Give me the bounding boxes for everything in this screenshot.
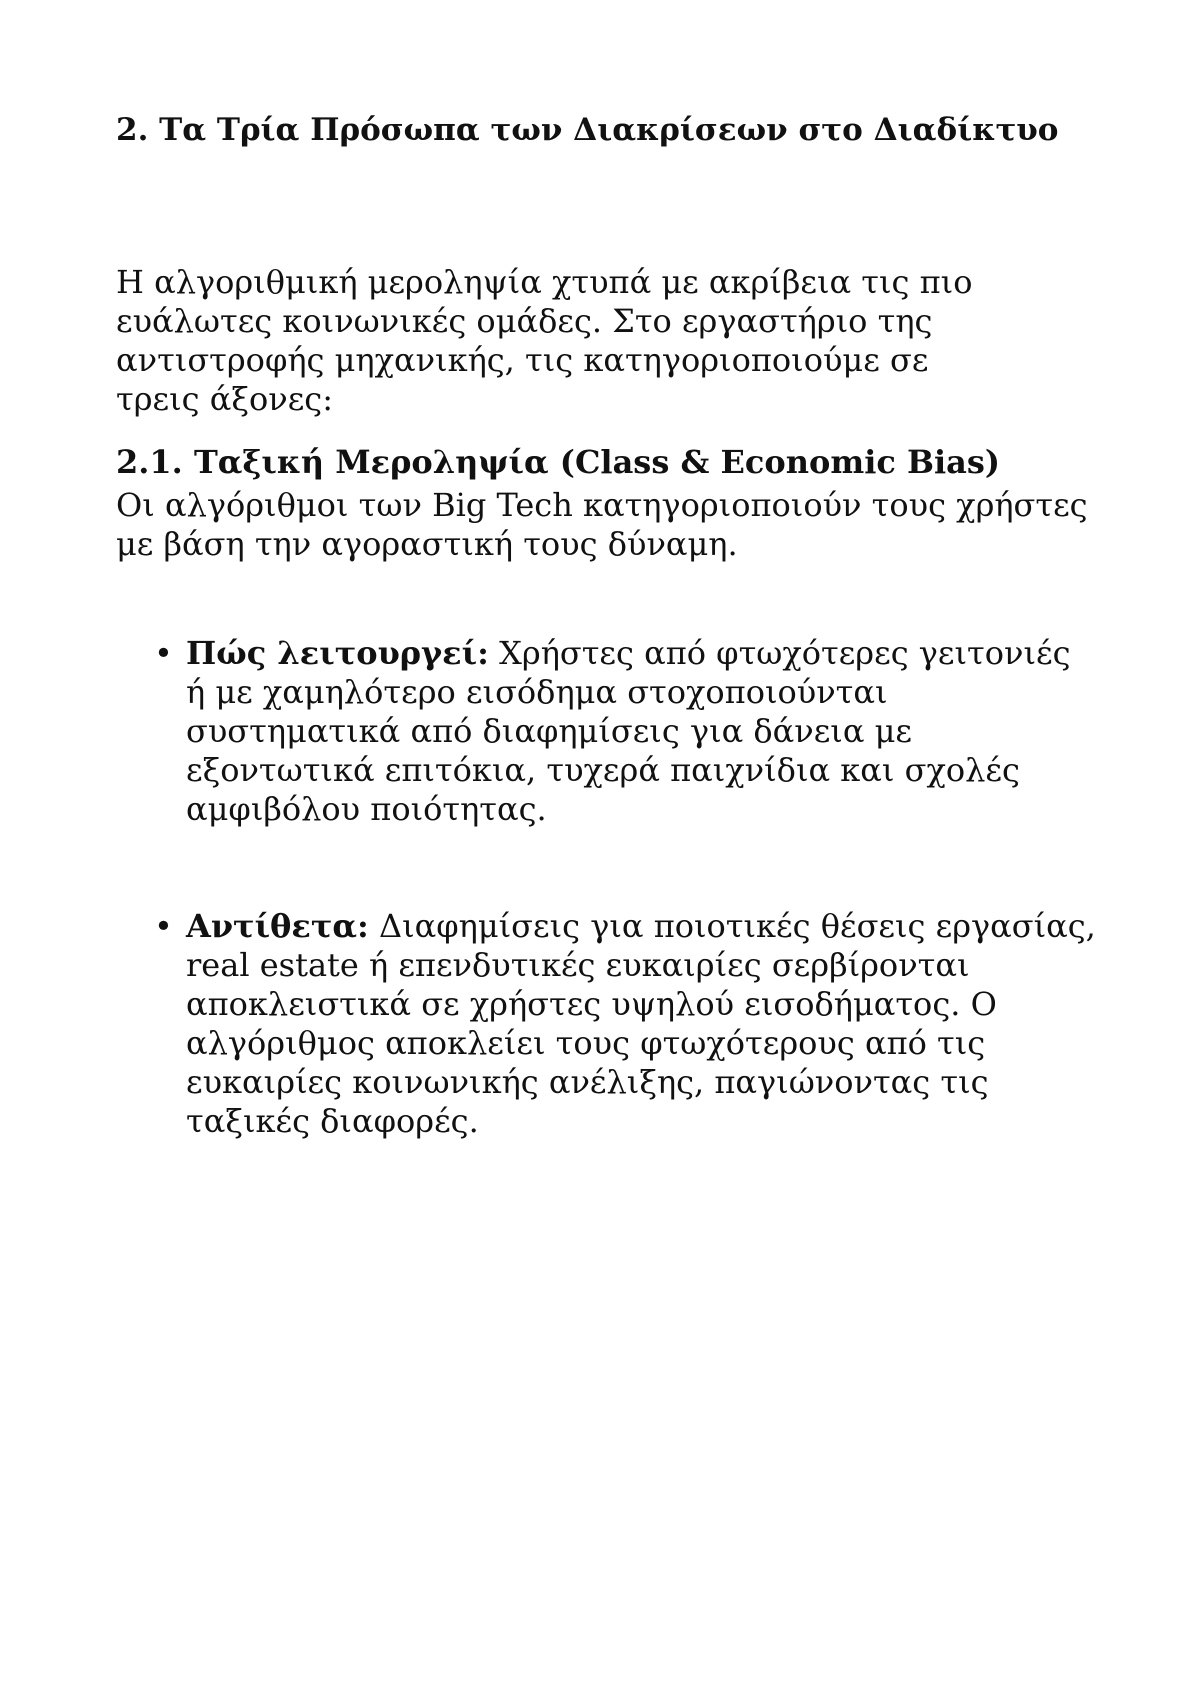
list-item — [116, 907, 1096, 1141]
bullet-term: Πώς λειτουργεί: — [186, 634, 489, 672]
bullet-term: Αντίθετα: — [186, 907, 369, 945]
section-title: 2. Τα Τρία Πρόσωπα των Διακρίσεων στο Διαδίκτυο — [116, 112, 1059, 148]
subsection-title: 2.1. Ταξική Μεροληψία (Class & Economic Bias) — [116, 443, 1001, 481]
bullet-icon: • — [154, 634, 173, 672]
bullet-text: Διαφημίσεις για ποιοτικές θέσεις εργασίας, real estate ή επενδυτικές ευκαιρίες σερβίρονται αποκλειστικά σε χρήστες υψηλού εισοδήματος. Ο αλγόριθμος αποκλείει τους φτωχότερους από τις ευκαιρίες κοινωνικής ανέλιξης, παγιώνοντας τις ταξικές διαφορές. — [186, 907, 1096, 1140]
list-item — [116, 634, 1096, 829]
bullet-text: Χρήστες από φτωχότερες γειτονιές ή με χαμηλότερο εισόδημα στοχοποιούνται συστηματικά από διαφημίσεις για δάνεια με εξοντωτικά επιτόκια, τυχερά παιχνίδια και σχολές αμφιβόλου ποιότητας. — [186, 634, 1071, 828]
subsection-intro: Οι αλγόριθμοι των Big Tech κατηγοριοποιούν τους χρήστες με βάση την αγοραστική τους δύναμη. — [116, 486, 1088, 563]
bullet-list — [116, 634, 1096, 1141]
bullet-icon: • — [154, 907, 173, 945]
document-page — [116, 110, 1096, 1141]
section-intro: Η αλγοριθμική μεροληψία χτυπά με ακρίβεια τις πιο ευάλωτες κοινωνικές ομάδες. Στο εργαστήριο της αντιστροφής μηχανικής, τις κατηγοριοποιούμε σε τρεις άξονες: — [116, 263, 973, 418]
